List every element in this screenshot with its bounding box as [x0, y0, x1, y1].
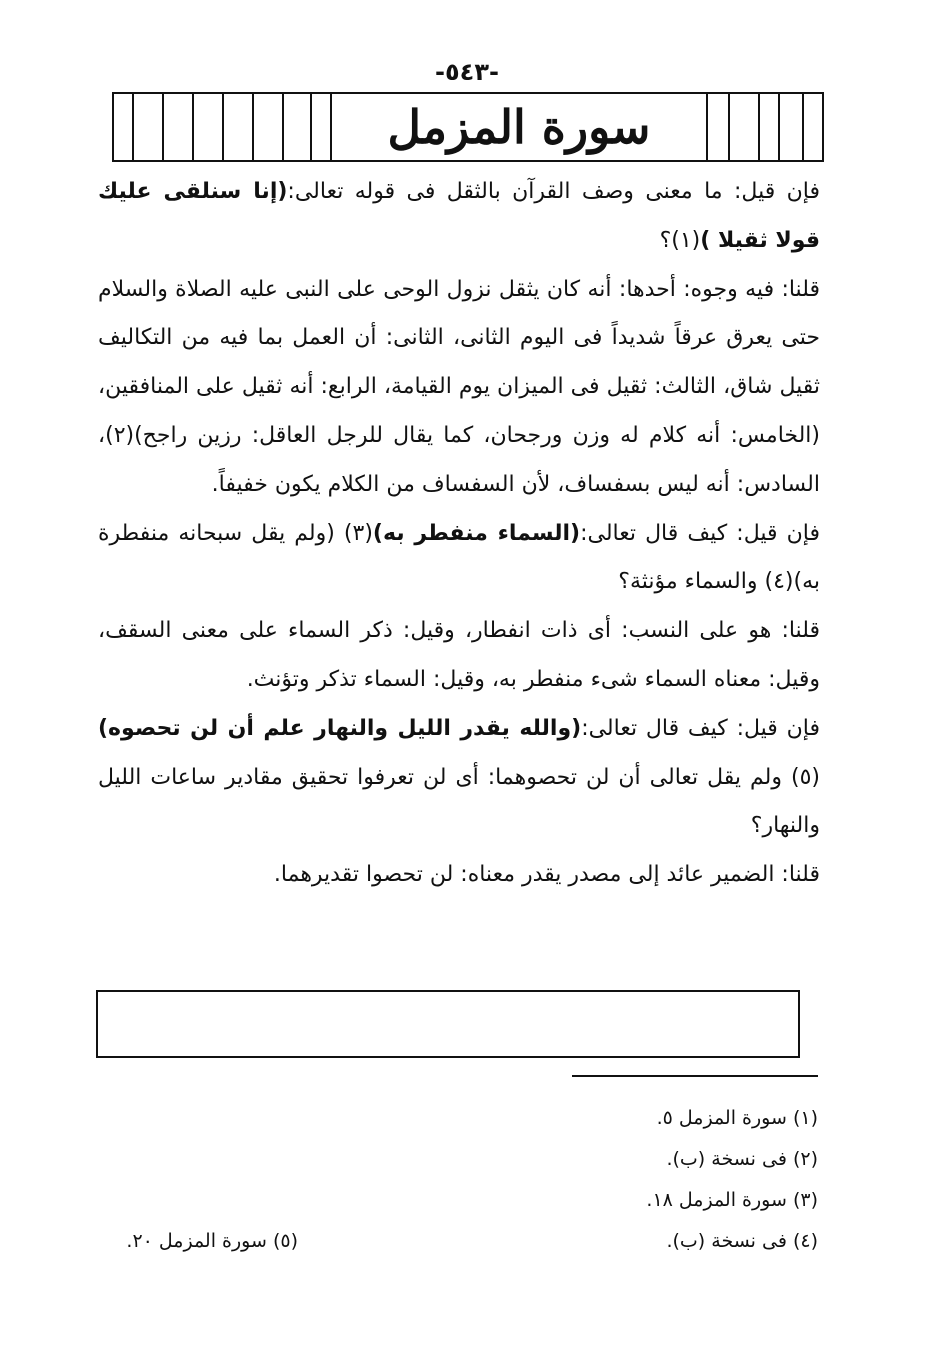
quran-quote: (إنا سنلقى عليك قولا ثقيلا ): [98, 179, 820, 253]
paragraph-text: فإن قيل: كيف قال تعالى:: [580, 520, 820, 546]
footnote-1: (١) سورة المزمل ٥.: [656, 1107, 818, 1129]
paragraph-text: قلنا: فيه وجوه: أحدها: أنه كان يثقل نزول الوحى على النبى عليه الصلاة والسلام حتى يعرق عرقاً شديداً فى اليوم الثانى، الثانى: أن العمل بما فيه من التكاليف ثقيل شاق، الثالث: ثقيل فى الميزان يوم القيامة، الرابع: أنه ثقيل على المنافقين، (الخامس: أنه كلام له وزن ورجحان، كما يقال للرجل العاقل: رزين راجح)(٢)، السادس: أنه ليس بسفساف، لأن السفساف من الكلام يكون خفيفاً.: [98, 276, 820, 497]
paragraph-question-1: [98, 168, 820, 266]
paragraph-text-after: (٥) ولم يقل تعالى أن لن تحصوهما: أى لن تعرفوا تحقيق مقادير ساعات الليل والنهار؟: [98, 764, 820, 839]
paragraph-answer-1: [98, 266, 820, 510]
footnote-3: (٣) سورة المزمل ١٨.: [646, 1189, 818, 1211]
paragraph-text-after: (٣) (ولم يقل سبحانه منفطرة به)(٤) والسماء مؤنثة؟: [98, 520, 820, 595]
footnote-4: (٤) فى نسخة (ب).: [666, 1230, 818, 1252]
paragraph-question-2: [98, 510, 820, 608]
footnote-5: (٥) سورة المزمل ٢٠.: [126, 1230, 298, 1252]
footnotes-list: [560, 1098, 818, 1262]
paragraph-text: قلنا: الضمير عائد إلى مصدر يقدر معناه: لن تحصوا تقديرهما.: [273, 862, 820, 888]
paragraph-text: فإن قيل: كيف قال تعالى:: [581, 715, 820, 741]
paragraph-text: قلنا: هو على النسب: أى ذات انفطار، وقيل: ذكر السماء على معنى السقف، وقيل: معناه السماء شىء منفطر به، وقيل: السماء تذكر وتؤنث.: [98, 618, 820, 692]
surah-title: سورة المزمل: [387, 100, 651, 154]
paragraph-answer-3: [98, 851, 820, 900]
paragraph-text: فإن قيل: ما معنى وصف القرآن بالثقل فى قوله تعالى:: [287, 179, 820, 204]
quran-quote: (السماء منفطر به): [372, 520, 581, 546]
paragraph-question-3: [98, 705, 820, 851]
footnote-2: (٢) فى نسخة (ب).: [666, 1148, 818, 1170]
title-frame: [112, 92, 824, 162]
paragraph-answer-2: [98, 607, 820, 705]
body-text: [98, 168, 820, 900]
surah-title-box: [330, 94, 708, 160]
empty-frame: [96, 990, 800, 1058]
page-number: -٥٤٣-: [435, 58, 499, 86]
quran-quote: (والله يقدر الليل والنهار علم أن لن تحصوه): [98, 715, 582, 741]
footnote-separator: [572, 1075, 818, 1077]
paragraph-text-after: (١)؟: [659, 227, 701, 253]
